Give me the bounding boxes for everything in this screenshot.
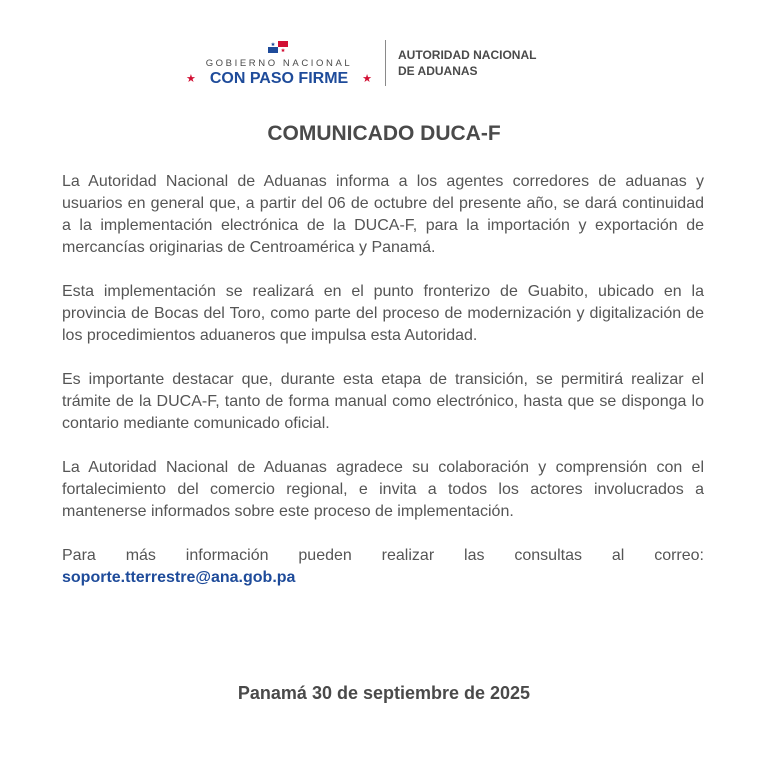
paragraph-1: La Autoridad Nacional de Aduanas informa a los agentes corredores de aduanas y usuarios en general que, a partir del 06 de octubre del presente año, se dará continuidad a la implementación electrónica de la DUCA-F, para la importación y exportación de mercancías originarias de Centroamérica y Panamá. [62,173,704,256]
gov-motto-wrap [184,70,374,90]
agency-name [398,47,536,79]
star-icon: ★ [362,73,372,85]
panama-flag-icon [268,41,288,53]
agency-line1: AUTORIDAD NACIONAL [398,48,537,62]
star-icon: ★ [186,73,196,85]
paragraph-3: Es importante destacar que, durante esta etapa de transición, se permitirá realizar el trámite de la DUCA-F, tanto de forma manual como electrónico, hasta que se disponga lo contario mediante comunicado oficial. [62,371,704,432]
header-divider [385,40,386,86]
gov-motto: CON PASO FIRME [209,70,349,87]
header [0,38,768,88]
contact-email[interactable]: soporte.tterrestre@ana.gob.pa [62,569,296,586]
agency-line2: DE ADUANAS [398,64,478,78]
paragraph-4: La Autoridad Nacional de Aduanas agradece su colaboración y comprensión con el fortalecimiento del comercio regional, e invita a todos los actores involucrados a mantenerse informados sobre este proceso de implementación. [62,459,704,520]
date: Panamá 30 de septiembre de 2025 [237,683,531,703]
communique-body [62,171,704,589]
contact-text: Para más información pueden realizar las consultas al correo: [62,547,704,564]
gov-line1: GOBIERNO NACIONAL [205,58,353,69]
contact-paragraph [62,545,704,567]
paragraph-2: Esta implementación se realizará en el punto fronterizo de Guabito, ubicado en la provincia de Bocas del Toro, como parte del proceso de modernización y digitalización de los procedimientos aduaneros que impulsa esta Autoridad. [62,283,704,344]
page-title: COMUNICADO DUCA-F [267,122,501,145]
